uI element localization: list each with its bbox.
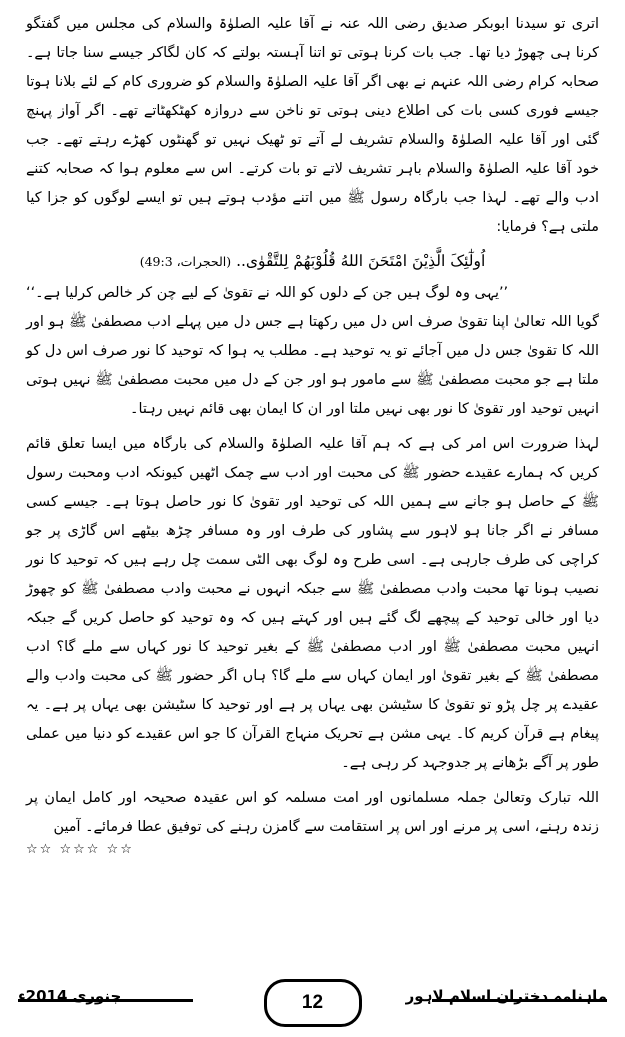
- paragraph-2: گویا اللہ تعالیٰ اپنا تقویٰ صرف اس دل میں رکھتا ہے جس دل میں پہلے ادب مصطفیٰ ﷺ ہو اور اللہ کا تقویٰ جس دل میں آجائے تو یہ توحید ہے۔ مطلب یہ ہوا کہ توحید کا نور صرف اس دل کو ملتا ہے جو محبت مصطفیٰ ﷺ سے مامور ہو اور جن کے دل میں محبت مصطفیٰ ﷺ نہیں ہوتی انہیں توحید اور تقویٰ کا نور بھی نہیں ملتا اور ان کا ایمان بھی قائم نہیں رہتا۔: [26, 314, 599, 417]
- quran-verse: [26, 246, 599, 277]
- page-number: 12: [264, 979, 362, 1027]
- verse-translation: ’’یہی وہ لوگ ہیں جن کے دلوں کو اللہ نے تقویٰ کے لیے چن کر خالص کرلیا ہے۔‘‘: [26, 285, 509, 301]
- verse-arabic-text: اُولٰٓئِکَ الَّذِیْنَ امْتَحَنَ اللهُ قُلُوْبَهُمْ لِلتَّقْوٰی..: [236, 252, 486, 270]
- footer-issue-date: جنوری 2014ء: [18, 987, 122, 1005]
- footer-publication-name: ماہنامہ دختران اسلام لاہور: [405, 987, 607, 1005]
- paragraph-4: اللہ تبارک وتعالیٰ جملہ مسلمانوں اور امت مسلمہ کو اس عقیدہ صحیحہ اور کامل ایمان پر زندہ رہنے، اسی پر مرنے اور اس پر استقامت سے گامزن رہنے کی توفیق عطا فرمائے۔ آمین: [26, 790, 599, 835]
- page-footer: [0, 965, 625, 1037]
- verse-reference: (الحجرات، 49:3): [139, 254, 232, 269]
- article-body: [26, 10, 599, 940]
- paragraph-1: اتری تو سیدنا ابوبکر صدیق رضی اللہ عنہ نے آقا علیہ الصلوٰۃ والسلام کی مجلس میں گفتگو کرنا ہی چھوڑ دیا تھا۔ جب بات کرنا ہوتی تو اتنا آہستہ بولتے کہ کان لگاکر جیسے سنا جاتا ہے۔ صحابہ کرام رضی اللہ عنہم نے بھی اگر آقا علیہ الصلوٰۃ والسلام کو ضروری کام کے لئے بلانا ہوتا جیسے فوری کسی بات کی اطلاع دینی ہوتی تو ناخن سے دروازہ کھٹکھٹاتے تھے۔ اگر آواز پہنچ گئی اور آقا علیہ الصلوٰۃ والسلام تشریف لے آتے تو ٹھیک نہیں تو گھنٹوں کھڑے رہتے تھے۔ جب خود آقا علیہ الصلوٰۃ والسلام باہر تشریف لاتے تو بات کرتے۔ اس سے معلوم ہوا کہ صحابہ کتنے ادب والے تھے۔ لہذا جب بارگاہ رسول ﷺ میں اتنے مؤدب ہوتے ہیں تو ایسے لوگوں کو جزا کیا ملتی ہے؟ فرمایا:: [26, 16, 599, 235]
- end-ornament: ☆☆ ☆☆☆ ☆☆: [26, 842, 134, 857]
- paragraph-3: لہذا ضرورت اس امر کی ہے کہ ہم آقا علیہ الصلوٰۃ والسلام کی بارگاہ میں ایسا تعلق قائم کریں کہ ہمارے عقیدے حضور ﷺ کی محبت اور ادب سے چمک اٹھیں کیونکہ ادب ومحبت رسول ﷺ کے حاصل ہو جانے سے ہمیں اللہ کی توحید اور تقویٰ کا نور حاصل ہوتا ہے۔ جیسے کسی مسافر نے اگر جانا ہو لاہور سے پشاور کی طرف اور وہ مسافر چڑھ بیٹھے اس گاڑی پر جو کراچی کی طرف جارہی ہے۔ اسی طرح وہ لوگ بھی الٹی سمت چل رہے ہیں کہ توحید کا نور نصیب ہونا تھا محبت وادب مصطفیٰ ﷺ سے جبکہ انہوں نے محبت وادب مصطفیٰ ﷺ کو چھوڑ دیا اور خالی توحید کے پیچھے لگ گئے ہیں اور کہتے ہیں کہ وہ توحید کو حاصل کریں گے جبکہ انہیں محبت مصطفیٰ ﷺ اور ادب مصطفیٰ ﷺ کے بغیر توحید کا نور کہاں سے ملے گا؟ ادب مصطفیٰ ﷺ کے بغیر تقویٰ اور ایمان کہاں سے ملے گا؟ ہاں اگر حضور ﷺ کی محبت وادب والے عقیدے پر چل پڑو تو تقویٰ کا سٹیشن بھی یہاں پر ہے اور توحید کا سٹیشن بھی یہاں پر ہے۔ یہ پیغام ہے قرآن کریم کا۔ یہی مشن ہے تحریک منہاج القرآن کا جو اس عقیدے کو دنیا میں عملی طور پر آگے بڑھانے پر جدوجہد کر رہی ہے۔: [26, 436, 599, 771]
